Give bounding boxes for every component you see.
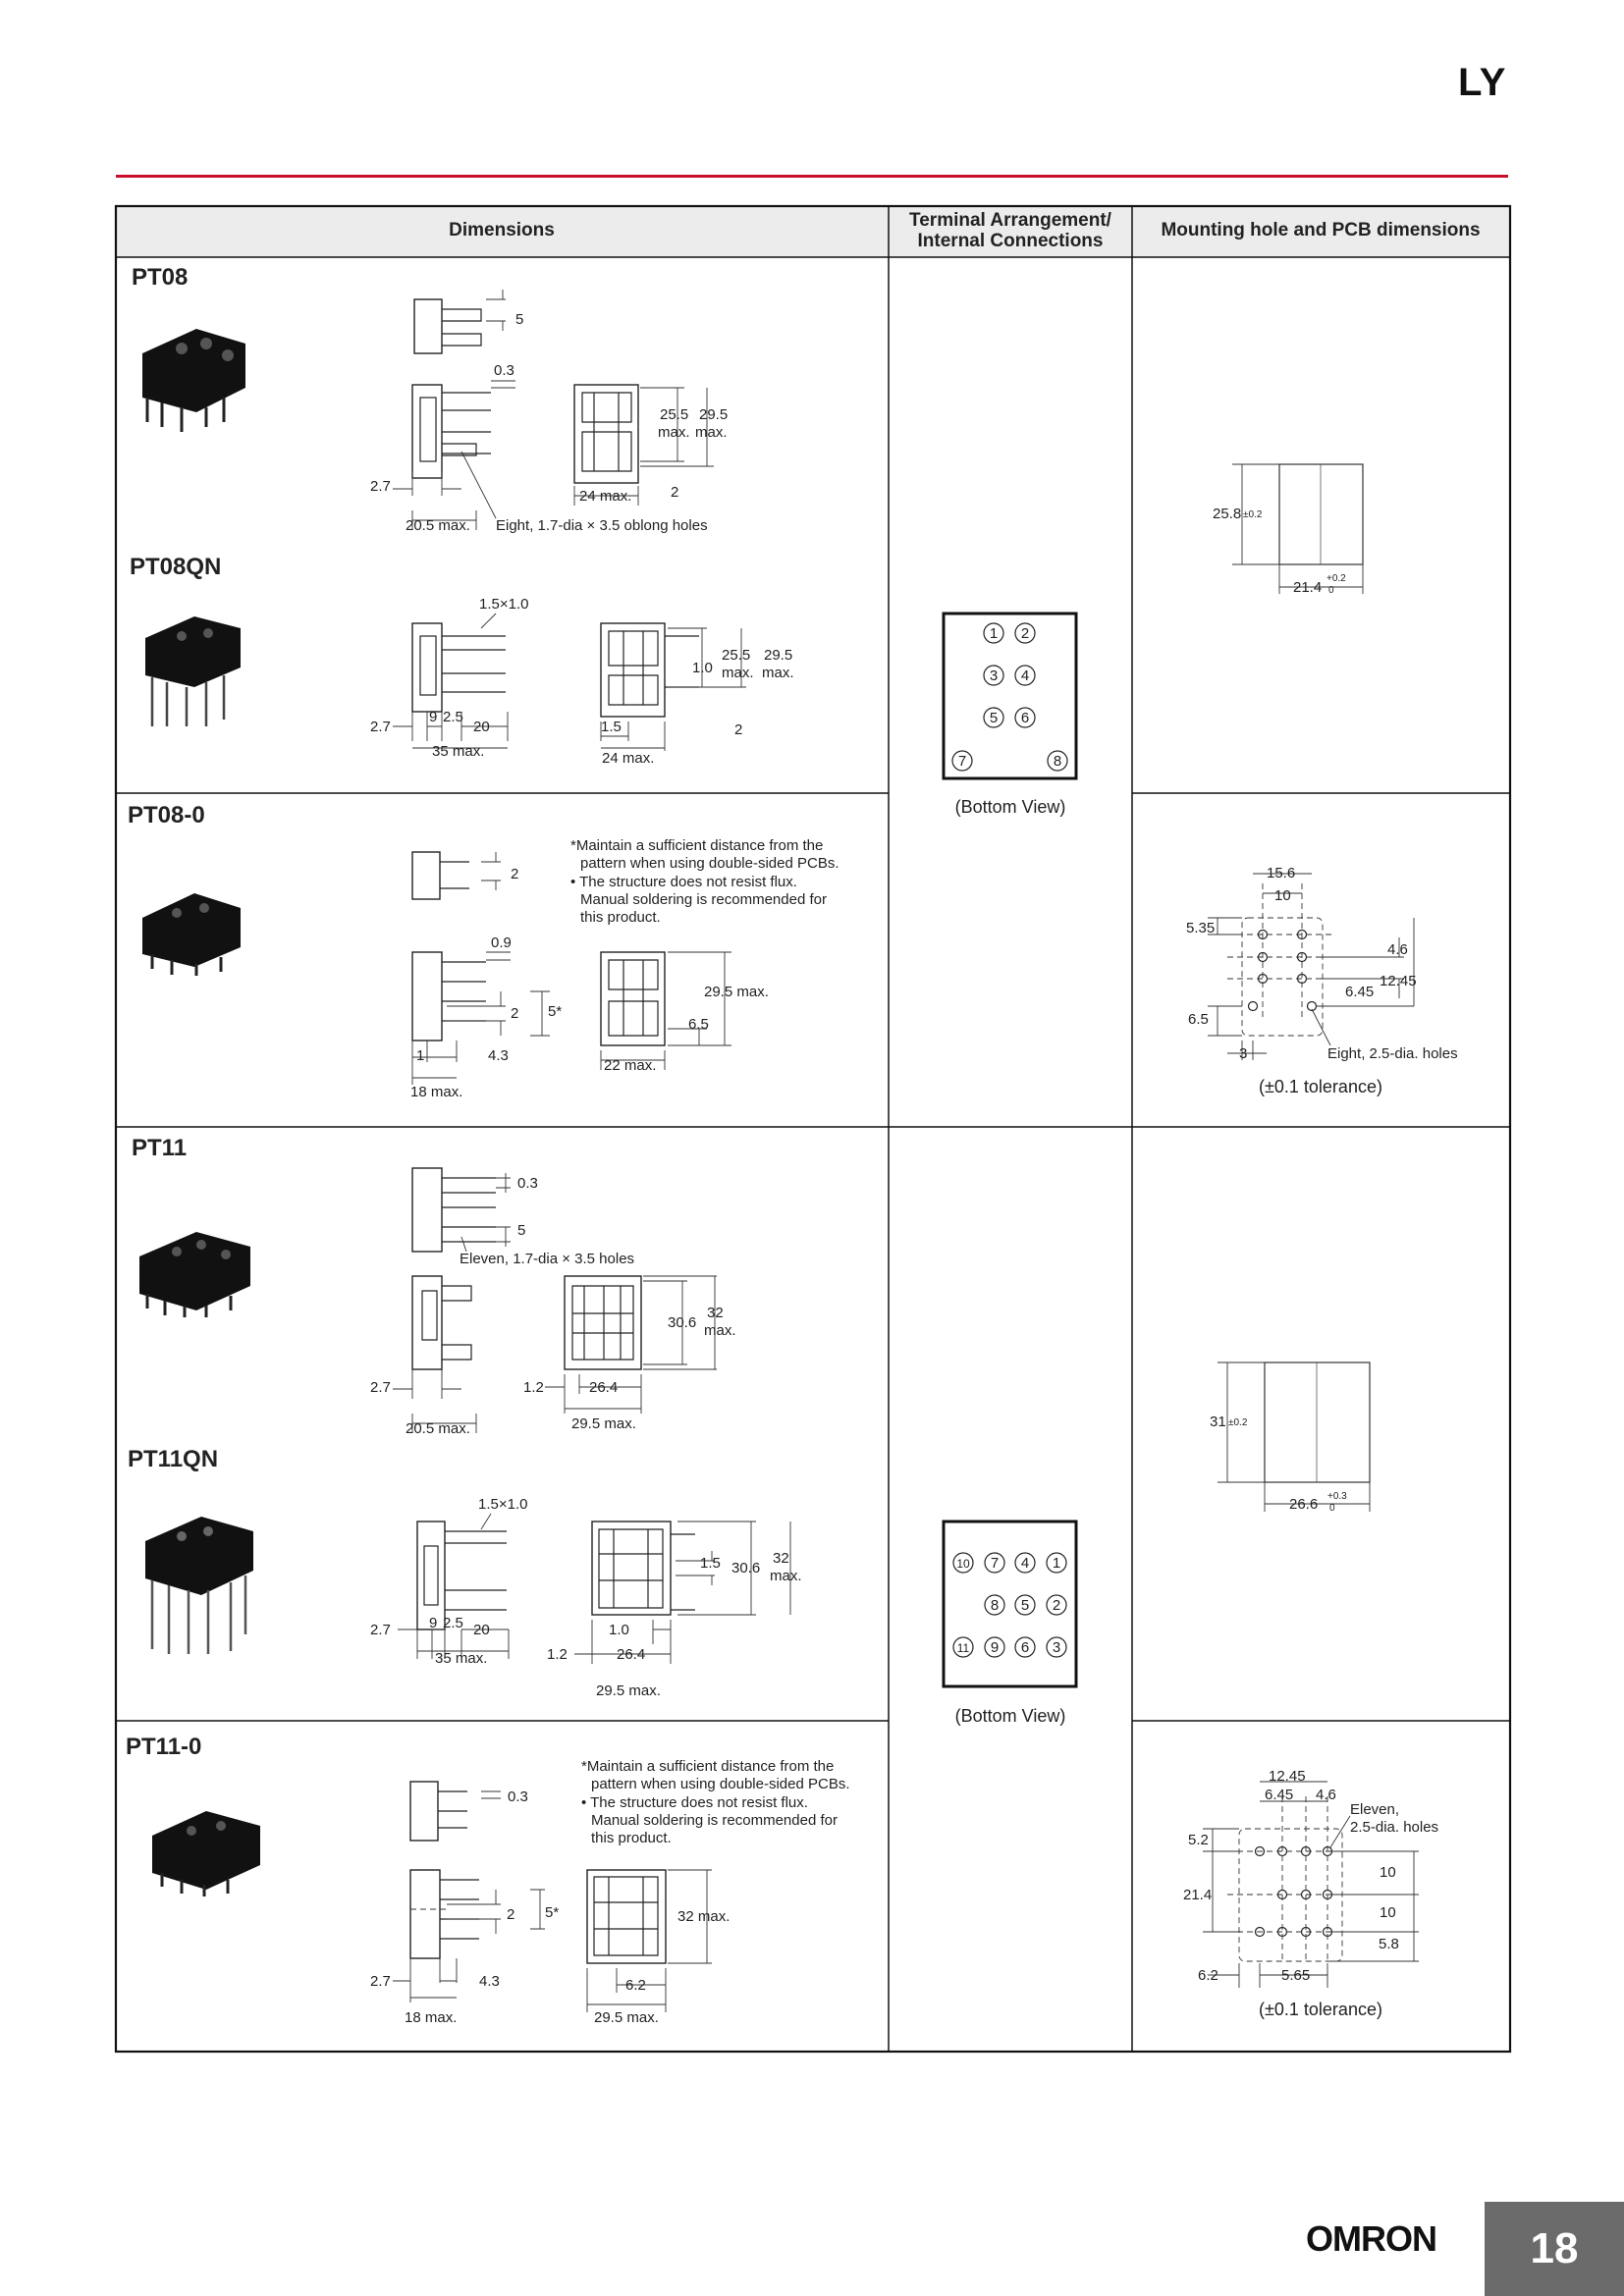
- svg-text:*Maintain a sufficient distanc: *Maintain a sufficient distance from the: [581, 1758, 835, 1775]
- svg-text:30.6: 30.6: [731, 1560, 761, 1576]
- svg-text:2: 2: [507, 1906, 515, 1923]
- svg-text:2.7: 2.7: [370, 478, 391, 495]
- svg-text:29.5 max.: 29.5 max.: [704, 984, 769, 1000]
- svg-text:25.5: 25.5: [660, 406, 689, 423]
- drawing-pt08: [370, 290, 728, 534]
- photo-pt11: [139, 1232, 250, 1317]
- svg-text:6.45: 6.45: [1345, 984, 1375, 1000]
- svg-text:5: 5: [989, 710, 999, 726]
- svg-text:32: 32: [773, 1550, 789, 1567]
- svg-text:2.7: 2.7: [370, 1973, 391, 1990]
- svg-text:2: 2: [511, 866, 519, 882]
- svg-text:0: 0: [1329, 1503, 1335, 1514]
- svg-text:32: 32: [707, 1305, 724, 1321]
- svg-text:5: 5: [515, 311, 524, 328]
- svg-text:this product.: this product.: [591, 1830, 672, 1846]
- model-pt08: PT08: [132, 264, 189, 291]
- svg-text:9: 9: [429, 709, 438, 725]
- svg-text:6.45: 6.45: [1265, 1787, 1294, 1803]
- svg-text:29.5: 29.5: [764, 647, 793, 664]
- svg-text:2: 2: [1020, 625, 1030, 642]
- svg-text:3: 3: [1239, 1045, 1248, 1062]
- svg-text:(±0.1 tolerance): (±0.1 tolerance): [1259, 1077, 1382, 1096]
- svg-text:4.3: 4.3: [488, 1047, 509, 1064]
- header-dimensions: Dimensions: [449, 220, 555, 240]
- model-pt11qn: PT11QN: [128, 1446, 219, 1472]
- svg-text:(Bottom View): (Bottom View): [954, 797, 1066, 817]
- svg-text:1: 1: [416, 1047, 425, 1064]
- svg-text:35 max.: 35 max.: [432, 743, 485, 760]
- model-pt11: PT11: [132, 1135, 188, 1161]
- svg-text:2: 2: [511, 1005, 519, 1022]
- svg-text:30.6: 30.6: [668, 1314, 697, 1331]
- svg-text:32 max.: 32 max.: [677, 1908, 731, 1925]
- photo-pt08: [142, 329, 245, 432]
- svg-text:5.65: 5.65: [1281, 1967, 1311, 1984]
- svg-text:+0.3: +0.3: [1327, 1491, 1347, 1502]
- svg-text:0.3: 0.3: [517, 1175, 538, 1192]
- svg-text:2.5: 2.5: [443, 709, 463, 725]
- photo-pt08-0: [142, 893, 241, 976]
- svg-text:Eleven, 1.7-dia × 3.5 holes: Eleven, 1.7-dia × 3.5 holes: [460, 1251, 635, 1267]
- drawing-pt11-0: [370, 1758, 850, 2026]
- svg-text:0.3: 0.3: [508, 1789, 528, 1805]
- svg-text:• The structure does not resis: • The structure does not resist flux.: [581, 1794, 808, 1811]
- svg-text:11: 11: [956, 1641, 970, 1655]
- photo-pt11qn: [145, 1517, 253, 1654]
- svg-text:6.2: 6.2: [625, 1977, 646, 1994]
- svg-text:12.45: 12.45: [1269, 1768, 1306, 1785]
- series-title: LY: [1458, 61, 1507, 104]
- svg-text:6.5: 6.5: [1188, 1011, 1209, 1028]
- svg-text:1.5×1.0: 1.5×1.0: [479, 596, 529, 613]
- svg-text:1.0: 1.0: [692, 660, 713, 676]
- svg-text:24 max.: 24 max.: [579, 488, 632, 505]
- svg-text:1.5: 1.5: [700, 1555, 721, 1572]
- svg-text:25.8: 25.8: [1213, 506, 1242, 522]
- svg-text:4.3: 4.3: [479, 1973, 500, 1990]
- svg-text:max.: max.: [704, 1322, 736, 1339]
- svg-text:max.: max.: [770, 1568, 802, 1584]
- svg-text:4.6: 4.6: [1316, 1787, 1336, 1803]
- svg-text:Eight, 2.5-dia. holes: Eight, 2.5-dia. holes: [1327, 1045, 1458, 1062]
- svg-text:max.: max.: [762, 665, 794, 681]
- terminal-8pin: [944, 614, 1076, 817]
- mounting-hole-pt11: [1210, 1362, 1370, 1514]
- svg-text:(Bottom View): (Bottom View): [954, 1706, 1066, 1726]
- svg-text:4: 4: [1020, 1555, 1030, 1572]
- svg-text:2.5-dia. holes: 2.5-dia. holes: [1350, 1819, 1439, 1836]
- svg-text:18 max.: 18 max.: [405, 2009, 458, 2026]
- svg-text:2.7: 2.7: [370, 1379, 391, 1396]
- drawing-pt08qn: [370, 596, 794, 767]
- svg-text:6: 6: [1020, 710, 1030, 726]
- svg-text:6.5: 6.5: [688, 1016, 709, 1033]
- svg-text:20.5 max.: 20.5 max.: [406, 517, 470, 534]
- svg-text:7: 7: [957, 753, 967, 770]
- svg-text:10: 10: [1380, 1864, 1396, 1881]
- svg-text:±0.2: ±0.2: [1228, 1417, 1248, 1428]
- svg-text:29.5 max.: 29.5 max.: [596, 1682, 661, 1699]
- svg-text:Manual soldering is recommende: Manual soldering is recommended for: [591, 1812, 838, 1829]
- svg-text:29.5 max.: 29.5 max.: [571, 1415, 636, 1432]
- svg-text:29.5: 29.5: [699, 406, 729, 423]
- svg-text:20.5 max.: 20.5 max.: [406, 1420, 470, 1437]
- svg-text:31: 31: [1210, 1414, 1226, 1430]
- svg-text:18 max.: 18 max.: [410, 1084, 463, 1100]
- svg-text:12.45: 12.45: [1380, 973, 1417, 989]
- svg-text:5: 5: [517, 1222, 526, 1239]
- svg-text:this product.: this product.: [580, 909, 661, 926]
- svg-text:15.6: 15.6: [1267, 865, 1296, 881]
- pcb-pt08-0: [1186, 865, 1458, 1096]
- svg-text:10: 10: [956, 1557, 970, 1571]
- svg-text:1.5×1.0: 1.5×1.0: [478, 1496, 528, 1513]
- page-number: 18: [1485, 2202, 1624, 2296]
- svg-text:+0.2: +0.2: [1326, 573, 1346, 584]
- model-pt08-0: PT08-0: [128, 802, 205, 828]
- model-pt11-0: PT11-0: [126, 1734, 202, 1760]
- svg-text:1.5: 1.5: [601, 719, 622, 735]
- svg-text:*Maintain a sufficient distanc: *Maintain a sufficient distance from the: [570, 837, 824, 854]
- svg-text:max.: max.: [658, 424, 690, 441]
- svg-text:5*: 5*: [545, 1904, 560, 1921]
- svg-text:3: 3: [1052, 1639, 1061, 1656]
- svg-text:2: 2: [671, 484, 679, 501]
- drawing-pt11qn: [370, 1496, 802, 1699]
- terminal-11pin: [944, 1522, 1076, 1726]
- svg-text:1: 1: [1052, 1555, 1061, 1572]
- pcb-pt11-0: [1183, 1768, 1438, 2019]
- svg-text:2.5: 2.5: [443, 1615, 463, 1631]
- svg-text:10: 10: [1274, 887, 1291, 904]
- svg-text:2: 2: [734, 721, 743, 738]
- svg-text:26.4: 26.4: [589, 1379, 619, 1396]
- drawing-pt08-0: [410, 837, 839, 1100]
- svg-text:5*: 5*: [548, 1003, 563, 1020]
- svg-text:(±0.1 tolerance): (±0.1 tolerance): [1259, 2000, 1382, 2019]
- svg-text:5.2: 5.2: [1188, 1832, 1209, 1848]
- header-terminal-1: Terminal Arrangement/: [909, 210, 1111, 231]
- svg-text:6: 6: [1020, 1639, 1030, 1656]
- svg-text:±0.2: ±0.2: [1243, 509, 1263, 520]
- svg-text:pattern when using double-side: pattern when using double-sided PCBs.: [580, 855, 839, 872]
- svg-text:35 max.: 35 max.: [435, 1650, 488, 1667]
- model-pt08qn: PT08QN: [130, 554, 222, 580]
- svg-text:2.7: 2.7: [370, 1622, 391, 1638]
- svg-text:21.4: 21.4: [1293, 579, 1323, 596]
- svg-text:1: 1: [989, 625, 999, 642]
- omron-logo: OMRON: [1306, 2218, 1436, 2259]
- svg-text:26.6: 26.6: [1289, 1496, 1319, 1513]
- svg-text:0: 0: [1328, 585, 1334, 596]
- svg-text:0.9: 0.9: [491, 934, 512, 951]
- svg-text:Eight, 1.7-dia × 3.5 oblong ho: Eight, 1.7-dia × 3.5 oblong holes: [496, 517, 708, 534]
- svg-text:1.2: 1.2: [547, 1646, 568, 1663]
- svg-text:22 max.: 22 max.: [604, 1057, 657, 1074]
- drawing-pt11: [370, 1168, 736, 1437]
- svg-text:8: 8: [1053, 753, 1062, 770]
- svg-text:max.: max.: [695, 424, 728, 441]
- svg-text:9: 9: [429, 1615, 438, 1631]
- svg-text:0.3: 0.3: [494, 362, 514, 379]
- svg-text:5.35: 5.35: [1186, 920, 1216, 936]
- svg-text:4: 4: [1020, 667, 1030, 684]
- svg-text:2: 2: [1052, 1597, 1061, 1614]
- svg-text:7: 7: [990, 1555, 1000, 1572]
- svg-text:25.5: 25.5: [722, 647, 751, 664]
- mounting-hole-pt08: [1213, 464, 1363, 596]
- svg-text:2.7: 2.7: [370, 719, 391, 735]
- svg-text:20: 20: [473, 1622, 490, 1638]
- svg-text:26.4: 26.4: [617, 1646, 646, 1663]
- photo-pt11-0: [152, 1811, 260, 1896]
- svg-text:6.2: 6.2: [1198, 1967, 1218, 1984]
- svg-text:max.: max.: [722, 665, 754, 681]
- svg-text:5: 5: [1020, 1597, 1030, 1614]
- svg-text:10: 10: [1380, 1904, 1396, 1921]
- svg-text:3: 3: [989, 667, 999, 684]
- svg-text:9: 9: [990, 1639, 1000, 1656]
- header-terminal-2: Internal Connections: [917, 231, 1104, 251]
- svg-text:8: 8: [990, 1597, 1000, 1614]
- svg-text:24 max.: 24 max.: [602, 750, 655, 767]
- svg-text:Eleven,: Eleven,: [1350, 1801, 1400, 1818]
- svg-text:1.2: 1.2: [523, 1379, 544, 1396]
- svg-text:1.0: 1.0: [609, 1622, 629, 1638]
- svg-text:• The structure does not resis: • The structure does not resist flux.: [570, 874, 797, 890]
- svg-text:pattern when using double-side: pattern when using double-sided PCBs.: [591, 1776, 850, 1792]
- photo-pt08qn: [145, 616, 241, 726]
- svg-text:29.5 max.: 29.5 max.: [594, 2009, 659, 2026]
- svg-text:4.6: 4.6: [1387, 941, 1408, 958]
- svg-text:5.8: 5.8: [1379, 1936, 1399, 1952]
- svg-text:21.4: 21.4: [1183, 1887, 1213, 1903]
- header-mounting: Mounting hole and PCB dimensions: [1161, 220, 1481, 240]
- svg-text:20: 20: [473, 719, 490, 735]
- svg-text:Manual soldering is recommende: Manual soldering is recommended for: [580, 891, 827, 908]
